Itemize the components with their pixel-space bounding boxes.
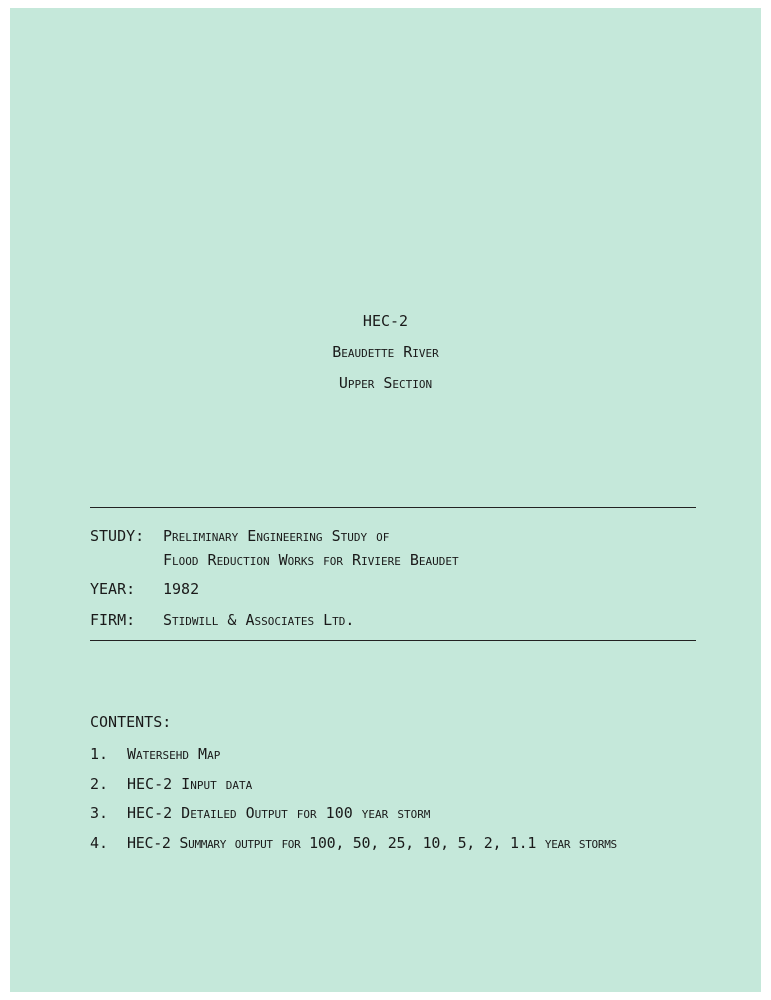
year-label: YEAR:: [90, 580, 136, 598]
title-block: [10, 306, 761, 399]
document-title: HEC-2: [362, 312, 409, 330]
list-item: [90, 742, 617, 772]
study-value-line2: Flood Reduction Works for Riviere Beaudet: [163, 551, 459, 569]
contents-list: [90, 742, 617, 860]
list-item-number: 4.: [90, 833, 109, 852]
firm-label: FIRM:: [90, 611, 136, 629]
contents-heading: CONTENTS:: [90, 713, 172, 731]
list-item: [90, 831, 617, 861]
list-item-number: 1.: [90, 745, 109, 763]
list-item-number: 3.: [90, 804, 109, 822]
list-item-text: HEC-2 Detailed Output for 100 year storm: [127, 804, 431, 822]
section-name: Upper Section: [338, 374, 433, 392]
year-value: 1982: [163, 580, 200, 598]
river-name: Beaudette River: [332, 343, 439, 361]
list-item-text: HEC-2 Summary output for 100, 50, 25, 10, 5, 2, 1.1 year storms: [127, 833, 617, 852]
top-divider: [90, 507, 696, 508]
list-item-number: 2.: [90, 774, 109, 793]
firm-value: Stidwill & Associates Ltd.: [163, 611, 355, 629]
bottom-divider: [90, 640, 696, 641]
list-item: [90, 772, 617, 802]
list-item: [90, 801, 617, 831]
document-page: [10, 8, 761, 992]
study-label: STUDY:: [90, 527, 145, 545]
study-value-line1: Preliminary Engineering Study of: [163, 527, 390, 545]
list-item-text: HEC-2 Input data: [127, 774, 253, 793]
list-item-text: Watersehd Map: [127, 745, 221, 763]
